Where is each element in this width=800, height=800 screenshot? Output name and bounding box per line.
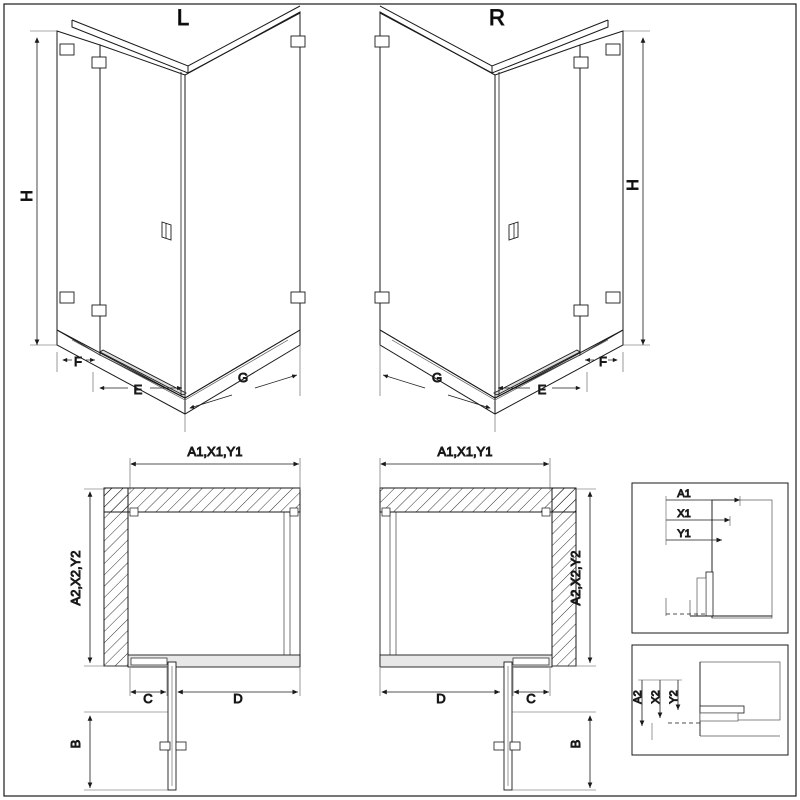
detail-bottom-label-x2: X2	[650, 690, 662, 704]
iso-right-base-label-f: F	[599, 354, 607, 369]
plan-right-side-dim-label: A2,X2,Y2	[568, 550, 583, 606]
isometric-view-left	[19, 5, 305, 432]
plan-right-top-dim-label: A1,X1,Y1	[437, 444, 493, 459]
detail-bottom-label-a2: A2	[632, 690, 644, 704]
detail-view-bottom	[632, 645, 788, 755]
detail-top-label-x1: X1	[677, 508, 691, 520]
detail-view-top	[632, 483, 788, 633]
plan-view-right	[380, 444, 596, 790]
iso-left-base-label-e: E	[133, 382, 143, 397]
iso-right-hand-label: R	[489, 5, 505, 30]
plan-right-dim-c: C	[526, 691, 536, 706]
plan-left-side-dim-label: A2,X2,Y2	[68, 550, 83, 606]
iso-right-height-label: H	[625, 179, 642, 191]
plan-left-dim-d: D	[233, 691, 243, 706]
plan-left-swing-dim-b: B	[68, 739, 83, 749]
iso-left-base-label-g: G	[237, 370, 249, 385]
plan-left-dim-c: C	[143, 691, 153, 706]
plan-right-dim-d: D	[436, 691, 446, 706]
iso-right-base-label-g: G	[431, 370, 443, 385]
iso-left-hand-label: L	[176, 5, 190, 30]
iso-right-base-label-e: E	[537, 382, 547, 397]
plan-left-top-dim-label: A1,X1,Y1	[187, 444, 243, 459]
detail-bottom-label-y2: Y2	[668, 690, 680, 704]
sheet-border	[4, 4, 796, 796]
plan-view-left	[68, 444, 300, 790]
iso-left-base-label-f: F	[74, 354, 82, 369]
detail-top-label-y1: Y1	[677, 528, 691, 540]
plan-right-swing-dim-b: B	[568, 739, 583, 749]
isometric-view-right	[375, 5, 650, 432]
detail-top-label-a1: A1	[677, 488, 691, 500]
iso-left-height-label: H	[19, 190, 36, 202]
